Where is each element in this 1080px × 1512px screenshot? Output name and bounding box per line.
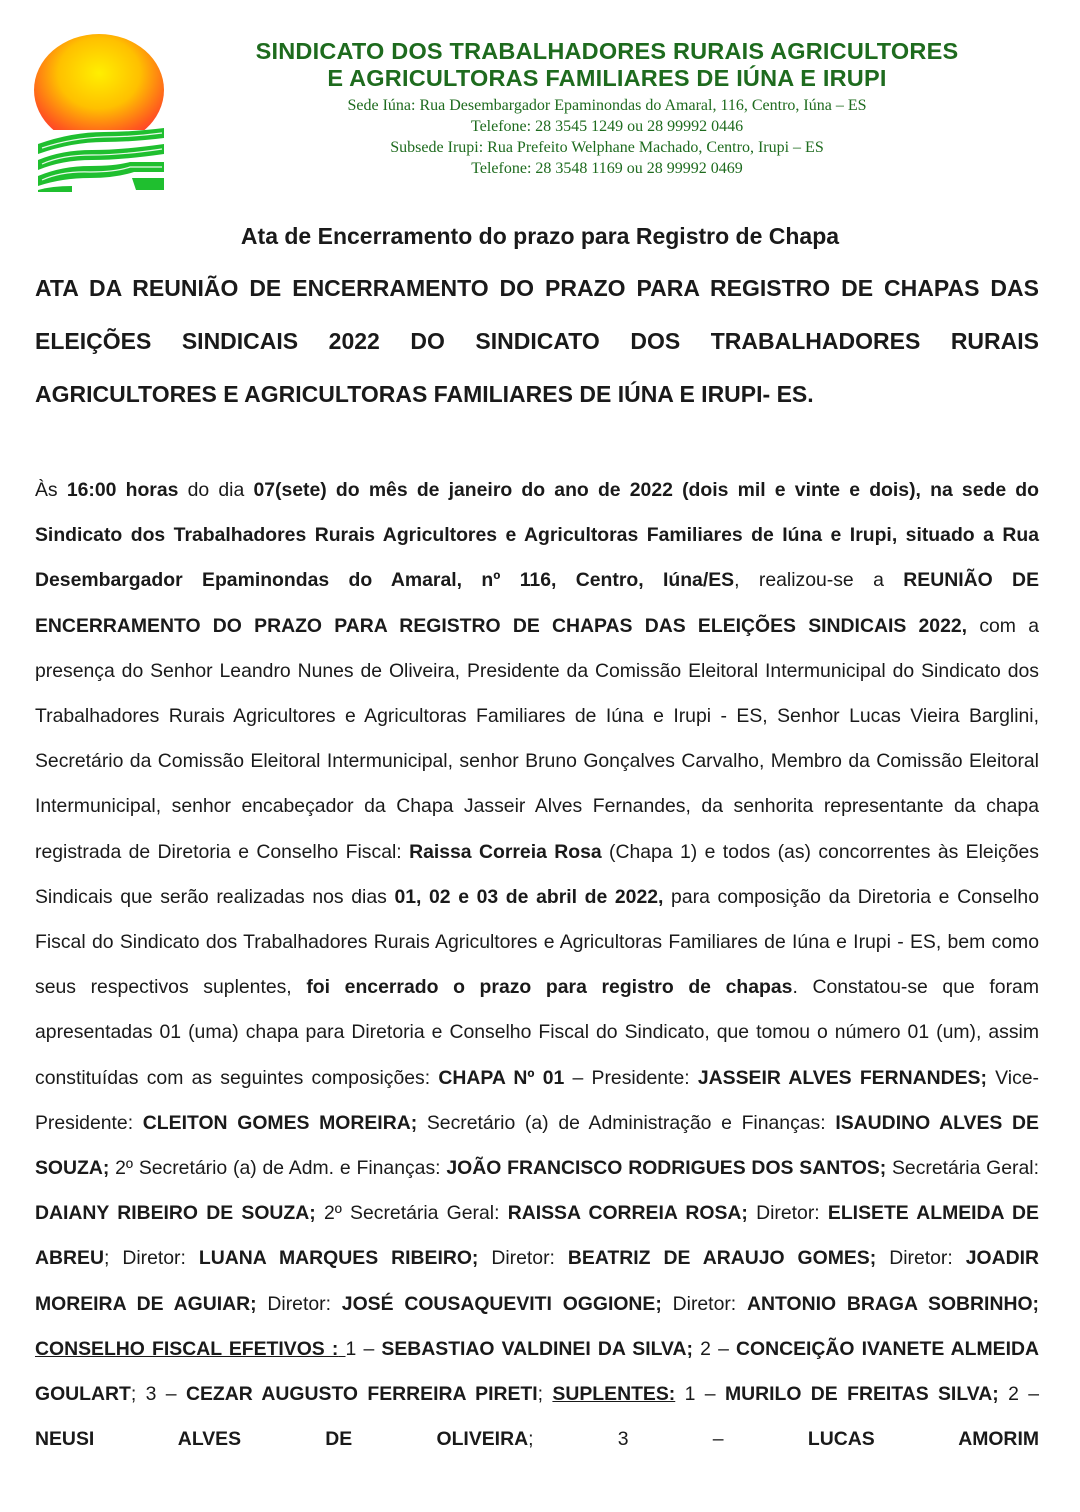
- union-logo: [32, 32, 168, 192]
- emphasized-text-run: CONCEIÇÃO IVANETE ALMEIDA GOULART: [35, 1337, 1040, 1406]
- text-run: 2 –: [998, 1383, 1040, 1406]
- emphasized-text-run: SEBASTIAO VALDINEI DA SILVA;: [381, 1337, 693, 1360]
- text-run: ;: [537, 1383, 553, 1406]
- text-run: ; Diretor:: [103, 1247, 199, 1270]
- emphasized-text-run: NEUSI ALVES DE OLIVEIRA: [35, 1428, 529, 1451]
- text-run: Secretária Geral:: [886, 1157, 1039, 1180]
- emphasized-text-run: ELISETE ALMEIDA DE ABREU: [35, 1202, 1039, 1270]
- document-heading: ATA DA REUNIÃO DE ENCERRAMENTO DO PRAZO PARA REGISTRO DE CHAPAS DAS ELEIÇÕES SINDICAIS 2022 DO SINDICATO DOS TRABALHADORES RURAIS AGRICULTORES E AGRICULTORAS FAMILIARES DE IÚNA E IRUPI- ES.: [35, 275, 1039, 407]
- emphasized-text-run: foi encerrado o prazo para registro de chapas: [306, 976, 793, 999]
- emphasized-text-run: CHAPA Nº 01: [438, 1066, 565, 1089]
- text-run: com a presença do Senhor Leandro Nunes de Oliveira, Presidente da Comissão Eleitoral Intermunicipal do Sindicato dos Trabalhadores Rurais Agricultores e Agricultoras Familiares de Iúna e Irupi - ES, Senhor Lucas Vieira Barglini, Secretário da Comissão Eleitoral Intermunicipal, senhor Bruno Gonçalves Carvalho, Membro da Comissão Eleitoral Intermunicipal, senhor encabeçador da Chapa Jasseir Alves Fernandes, da senhorita representante da chapa registrada de Diretoria e Conselho Fiscal:: [35, 614, 1039, 863]
- slate-composition: [35, 1067, 1039, 1451]
- emphasized-text-run: MURILO DE FREITAS SILVA;: [724, 1383, 999, 1406]
- emphasized-text-run: ISAUDINO ALVES DE SOUZA;: [35, 1111, 1039, 1180]
- phone-line: Telefone: 28 3548 1169 ou 28 99992 0469: [471, 160, 743, 177]
- text-run: ; 3 –: [130, 1383, 186, 1406]
- text-run: Vice-Presidente:: [35, 1066, 1040, 1134]
- emphasized-text-run: CLEITON GOMES MOREIRA;: [142, 1111, 418, 1134]
- text-run: 2º Secretária Geral:: [315, 1202, 508, 1225]
- minutes-body: [35, 468, 1039, 1462]
- emphasized-text-run: REUNIÃO DE ENCERRAMENTO DO PRAZO PARA REGISTRO DE CHAPAS DAS ELEIÇÕES SINDICAIS 2022,: [35, 569, 1039, 637]
- emphasized-text-run: JOSÉ COUSAQUEVITI OGGIONE;: [341, 1292, 662, 1315]
- text-run: (Chapa 1) e todos (as) concorrentes às Eleições Sindicais que serão realizadas nos dias: [35, 840, 1039, 908]
- emphasized-text-run: [338, 1338, 345, 1360]
- address-line: Subsede Irupi: Rua Prefeito Welphane Machado, Centro, Irupi – ES: [390, 139, 824, 156]
- emphasized-text-run: RAISSA CORREIA ROSA;: [507, 1202, 748, 1225]
- text-run: Secretário (a) de Administração e Finanças:: [417, 1111, 836, 1134]
- emphasized-text-run: JASSEIR ALVES FERNANDES;: [697, 1066, 987, 1089]
- emphasized-text-run: ANTONIO BRAGA SOBRINHO;: [747, 1292, 1039, 1315]
- text-run: 2 –: [692, 1337, 736, 1360]
- address-line: Sede Iúna: Rua Desembargador Epaminondas do Amaral, 116, Centro, Iúna – ES: [347, 97, 867, 114]
- organization-name-line1: SINDICATO DOS TRABALHADORES RURAIS AGRICULTORES: [255, 38, 959, 64]
- emphasized-text-run: DAIANY RIBEIRO DE SOUZA;: [35, 1202, 316, 1225]
- emphasized-text-run: 01, 02 e 03 de abril de 2022,: [394, 885, 664, 908]
- text-run: 2º Secretário (a) de Adm. e Finanças:: [109, 1157, 447, 1180]
- text-run: ; 3 –: [528, 1428, 808, 1451]
- text-run: Diretor:: [747, 1202, 828, 1225]
- emphasized-text-run: Raissa Correia Rosa: [409, 840, 602, 863]
- minutes-paragraph: [35, 479, 1039, 1089]
- text-run: do dia: [178, 479, 254, 501]
- emphasized-text-run: BEATRIZ DE ARAUJO GOMES;: [567, 1247, 877, 1270]
- emphasized-text-run: JOADIR MOREIRA DE AGUIAR;: [35, 1247, 1040, 1315]
- text-run: . Constatou-se que foram apresentadas 01 (uma) chapa para Diretoria e Conselho Fiscal do Sindicato, que tomou o número 01 (um), assim constituídas com as seguintes composições:: [35, 976, 1039, 1089]
- text-run: –: [564, 1066, 584, 1089]
- emphasized-text-run: LUCAS AMORIM: [807, 1428, 1039, 1451]
- organization-name-line2: E AGRICULTORAS FAMILIARES DE IÚNA E IRUPI: [327, 65, 887, 91]
- emphasized-text-run: CONSELHO FISCAL EFETIVOS :: [35, 1337, 339, 1360]
- text-run: 1 –: [675, 1383, 725, 1406]
- emphasized-text-run: JOÃO FRANCISCO RODRIGUES DOS SANTOS;: [446, 1157, 887, 1180]
- organization-info: [172, 38, 1042, 179]
- text-run: Às: [35, 479, 67, 501]
- emphasized-text-run: 07(sete) do mês de janeiro do ano de 2022 (dois mil e vinte e dois), na sede do Sindicato dos Trabalhadores Rurais Agricultores e Agricultoras Familiares de Iúna e Irupi, situado a Rua Desembargador Epaminondas do Amaral, nº 116, Centro, Iúna/ES: [35, 479, 1039, 592]
- text-run: , realizou-se a: [734, 569, 904, 592]
- emphasized-text-run: SUPLENTES:: [552, 1383, 676, 1406]
- text-run: para composição da Diretoria e Conselho Fiscal do Sindicato dos Trabalhadores Rurais Agricultores e Agricultoras Familiares de Iúna e Irupi - ES, bem como seus respectivos suplentes,: [35, 885, 1039, 999]
- letterhead: [0, 0, 1080, 200]
- text-run: 1 –: [345, 1337, 382, 1360]
- text-run: Presidente:: [583, 1066, 698, 1089]
- emphasized-text-run: LUANA MARQUES RIBEIRO;: [198, 1247, 479, 1270]
- document-title: Ata de Encerramento do prazo para Registro de Chapa: [240, 223, 840, 249]
- emphasized-text-run: CEZAR AUGUSTO FERREIRA PIRETI: [185, 1383, 538, 1406]
- text-run: Diretor:: [478, 1247, 568, 1270]
- text-run: Diretor:: [876, 1247, 966, 1270]
- phone-line: Telefone: 28 3545 1249 ou 28 99992 0446: [470, 118, 744, 135]
- emphasized-text-run: 16:00 horas: [66, 479, 179, 501]
- text-run: Diretor:: [256, 1292, 342, 1315]
- text-run: Diretor:: [661, 1292, 747, 1315]
